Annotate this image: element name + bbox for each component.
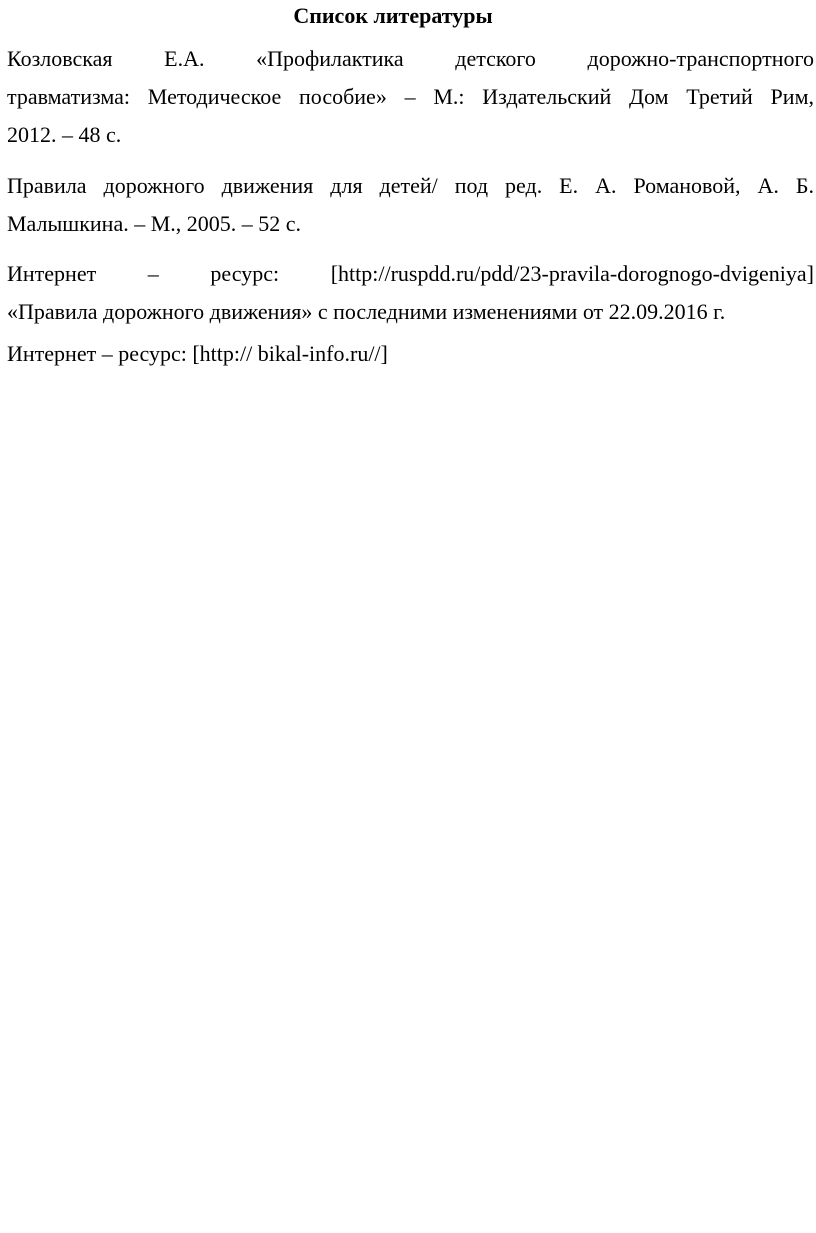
reference-line: 2012. – 48 с. [7,122,122,147]
reference-line: Козловская Е.А. «Профилактика детского дорожно-транспортного [7,46,814,71]
reference-item-1 [7,40,814,154]
reference-item-4 [7,335,814,373]
reference-line: Малышкина. – М., 2005. – 52 с. [7,211,302,236]
reference-line: Интернет – ресурс: [http://ruspdd.ru/pdd/23-pravila-dorognogo-dvigeniya] [7,261,814,286]
page-title: Список литературы [293,3,493,28]
reference-line: травматизма: Методическое пособие» – М.: Издательский Дом Третий Рим, [7,84,814,109]
reference-line: Правила дорожного движения для детей/ под ред. Е. А. Романовой, А. Б. [7,173,814,198]
reference-item-2 [7,167,814,243]
reference-line: Интернет – ресурс: [http:// bikal-info.ru//] [7,341,388,366]
reference-line: «Правила дорожного движения» с последними изменениями от 22.09.2016 г. [7,299,726,324]
reference-item-3 [7,255,814,331]
